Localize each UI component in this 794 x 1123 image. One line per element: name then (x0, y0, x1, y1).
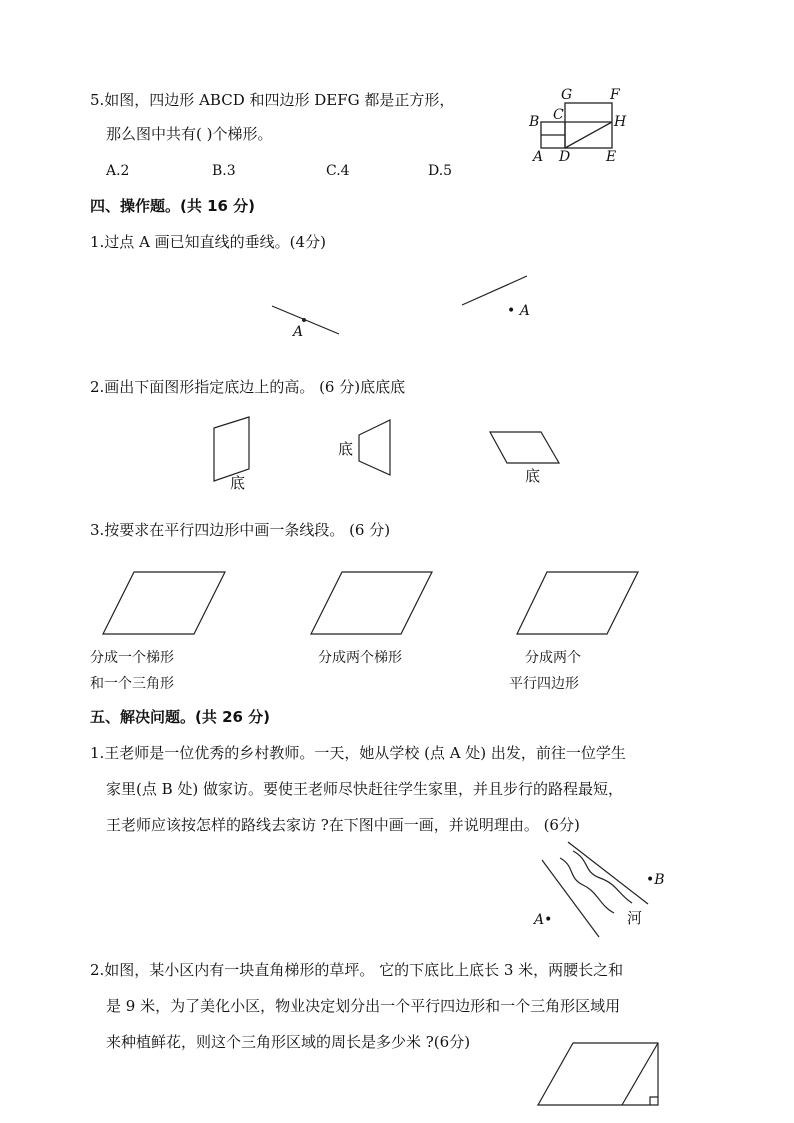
s5-q1-label-a: A• (534, 912, 553, 928)
s4-q3-caption-3-line2: 平行四边形 (509, 676, 579, 692)
q5-option-b: B.3 (212, 163, 236, 179)
s5-q1-line1: 1.王老师是一位优秀的乡村教师。一天，她从学校 (点 A 处) 出发，前往一位学生 (90, 744, 626, 762)
q5-label-f: F (610, 87, 620, 103)
s5-q1-line2: 家里(点 B 处) 做家访。要使王老师尽快赶往学生家里，并且步行的路程最短， (106, 780, 624, 798)
q5-label-c: C (553, 107, 564, 123)
q5-label-a: A (533, 149, 544, 165)
s4-q1-label-a1: A (293, 324, 304, 340)
q5-text-line1: 5.如图，四边形 ABCD 和四边形 DEFG 都是正方形， (90, 91, 455, 109)
q5-label-d: D (559, 149, 571, 165)
q5-label-b: B (529, 114, 540, 130)
s4-q3-text: 3.按要求在平行四边形中画一条线段。 (6 分) (90, 521, 391, 539)
q5-label-g: G (561, 87, 573, 103)
s4-q3-caption-2-line1: 分成两个梯形 (318, 650, 402, 666)
s5-q2-line3: 来种植鲜花，则这个三角形区域的周长是多少米 ?(6分) (106, 1033, 471, 1051)
s4-q2-base-label-3: 底 (525, 467, 541, 485)
s4-q2-text: 2.画出下面图形指定底边上的高。 (6 分)底底底 (90, 378, 406, 396)
q5-option-c: C.4 (326, 163, 350, 179)
s4-q3-caption-1-line2: 和一个三角形 (90, 676, 174, 692)
s4-q3-caption-1-line1: 分成一个梯形 (90, 650, 174, 666)
s4-q2-base-label-2: 底 (338, 440, 354, 458)
s4-q1-label-a2: • A (507, 303, 530, 319)
q5-option-d: D.5 (428, 163, 453, 179)
s4-q3-caption-3-line1: 分成两个 (525, 650, 581, 666)
s4-q1-label-a2-text: A (519, 303, 530, 319)
s5-q2-line2: 是 9 米，为了美化小区，物业决定划分出一个平行四边形和一个三角形区域用 (106, 997, 621, 1015)
s5-q1-label-river: 河 (627, 909, 643, 927)
q5-option-a: A.2 (106, 163, 130, 179)
s4-q1-text: 1.过点 A 画已知直线的垂线。(4分) (90, 233, 326, 251)
q5-label-h: H (614, 114, 627, 130)
s5-q1-label-b: •B (646, 872, 665, 888)
section4-heading: 四、操作题。(共 16 分) (90, 197, 256, 215)
section5-heading: 五、解决问题。(共 26 分) (90, 708, 271, 726)
s5-q1-line3: 王老师应该按怎样的路线去家访 ?在下图中画一画，并说明理由。 (6分) (106, 816, 580, 834)
q5-text-line2: 那么图中共有( )个梯形。 (106, 125, 273, 143)
q5-label-e: E (606, 149, 617, 165)
s4-q2-base-label-1: 底 (230, 474, 246, 492)
s5-q2-line1: 2.如图，某小区内有一块直角梯形的草坪。 它的下底比上底长 3 米，两腰长之和 (90, 961, 624, 979)
